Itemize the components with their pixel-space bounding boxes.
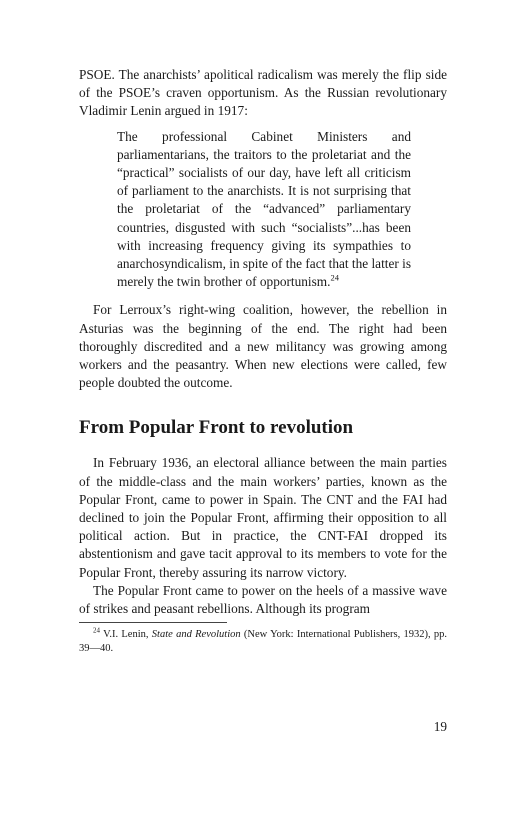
section-heading: From Popular Front to revolution — [79, 417, 354, 439]
footnote-publication: (New York: International Publishers, 1932), pp. 39—40. — [79, 629, 448, 655]
footnote — [79, 628, 447, 656]
body-paragraph-2: For Lerroux’s right-wing coalition, however, the rebellion in Asturias was the beginning of the end. The right had been thoroughly discredited and a new militancy was growing among workers and the peasantry. When new elections were called, few people doubted the outcome. — [79, 302, 447, 391]
quote-body: The professional Cabinet Ministers and parliamentarians, the traitors to the proletariat and the “practical” socialists of our day, have left all criticism of parliament to the anarchists. It is not surprising that the proletariat of the “advanced” parliamentary countries, disgusted with such “socialists”...has been with increasing frequency giving its sympathies to anarchosyndicalism, in spite of the fact that the latter is merely the twin brother of opportunism. — [117, 128, 411, 290]
page-body — [79, 66, 447, 656]
page-number: 19 — [433, 719, 447, 734]
quote-text — [117, 128, 411, 292]
block-quote — [117, 128, 411, 292]
footnote-author: V.I. Lenin, — [103, 629, 152, 641]
body-paragraph-4: The Popular Front came to power on the heels of a massive wave of strikes and peasant rebellions. Although its program — [79, 582, 447, 617]
footnote-number: 24 — [93, 626, 100, 635]
footnote-reference[interactable]: 24 — [330, 272, 339, 283]
footnote-divider — [79, 622, 227, 623]
body-paragraph-1: PSOE. The anarchists’ apolitical radicalism was merely the flip side of the PSOE’s craven opportunism. As the Russian revolutionary Vladimir Lenin argued in 1917: — [79, 67, 447, 119]
body-paragraph-3: In February 1936, an electoral alliance between the main parties of the middle-class and the main workers’ parties, known as the Popular Front, came to power in Spain. The CNT and the FAI had declined to join the Popular Front, affirming their opposition to all political action. But in practice, the CNT-FAI dropped its abstentionism and gave tacit approval to its members to vote for the Popular Front, thereby assuring its narrow victory. — [79, 455, 447, 580]
footnote-title: State and Revolution — [151, 629, 241, 641]
